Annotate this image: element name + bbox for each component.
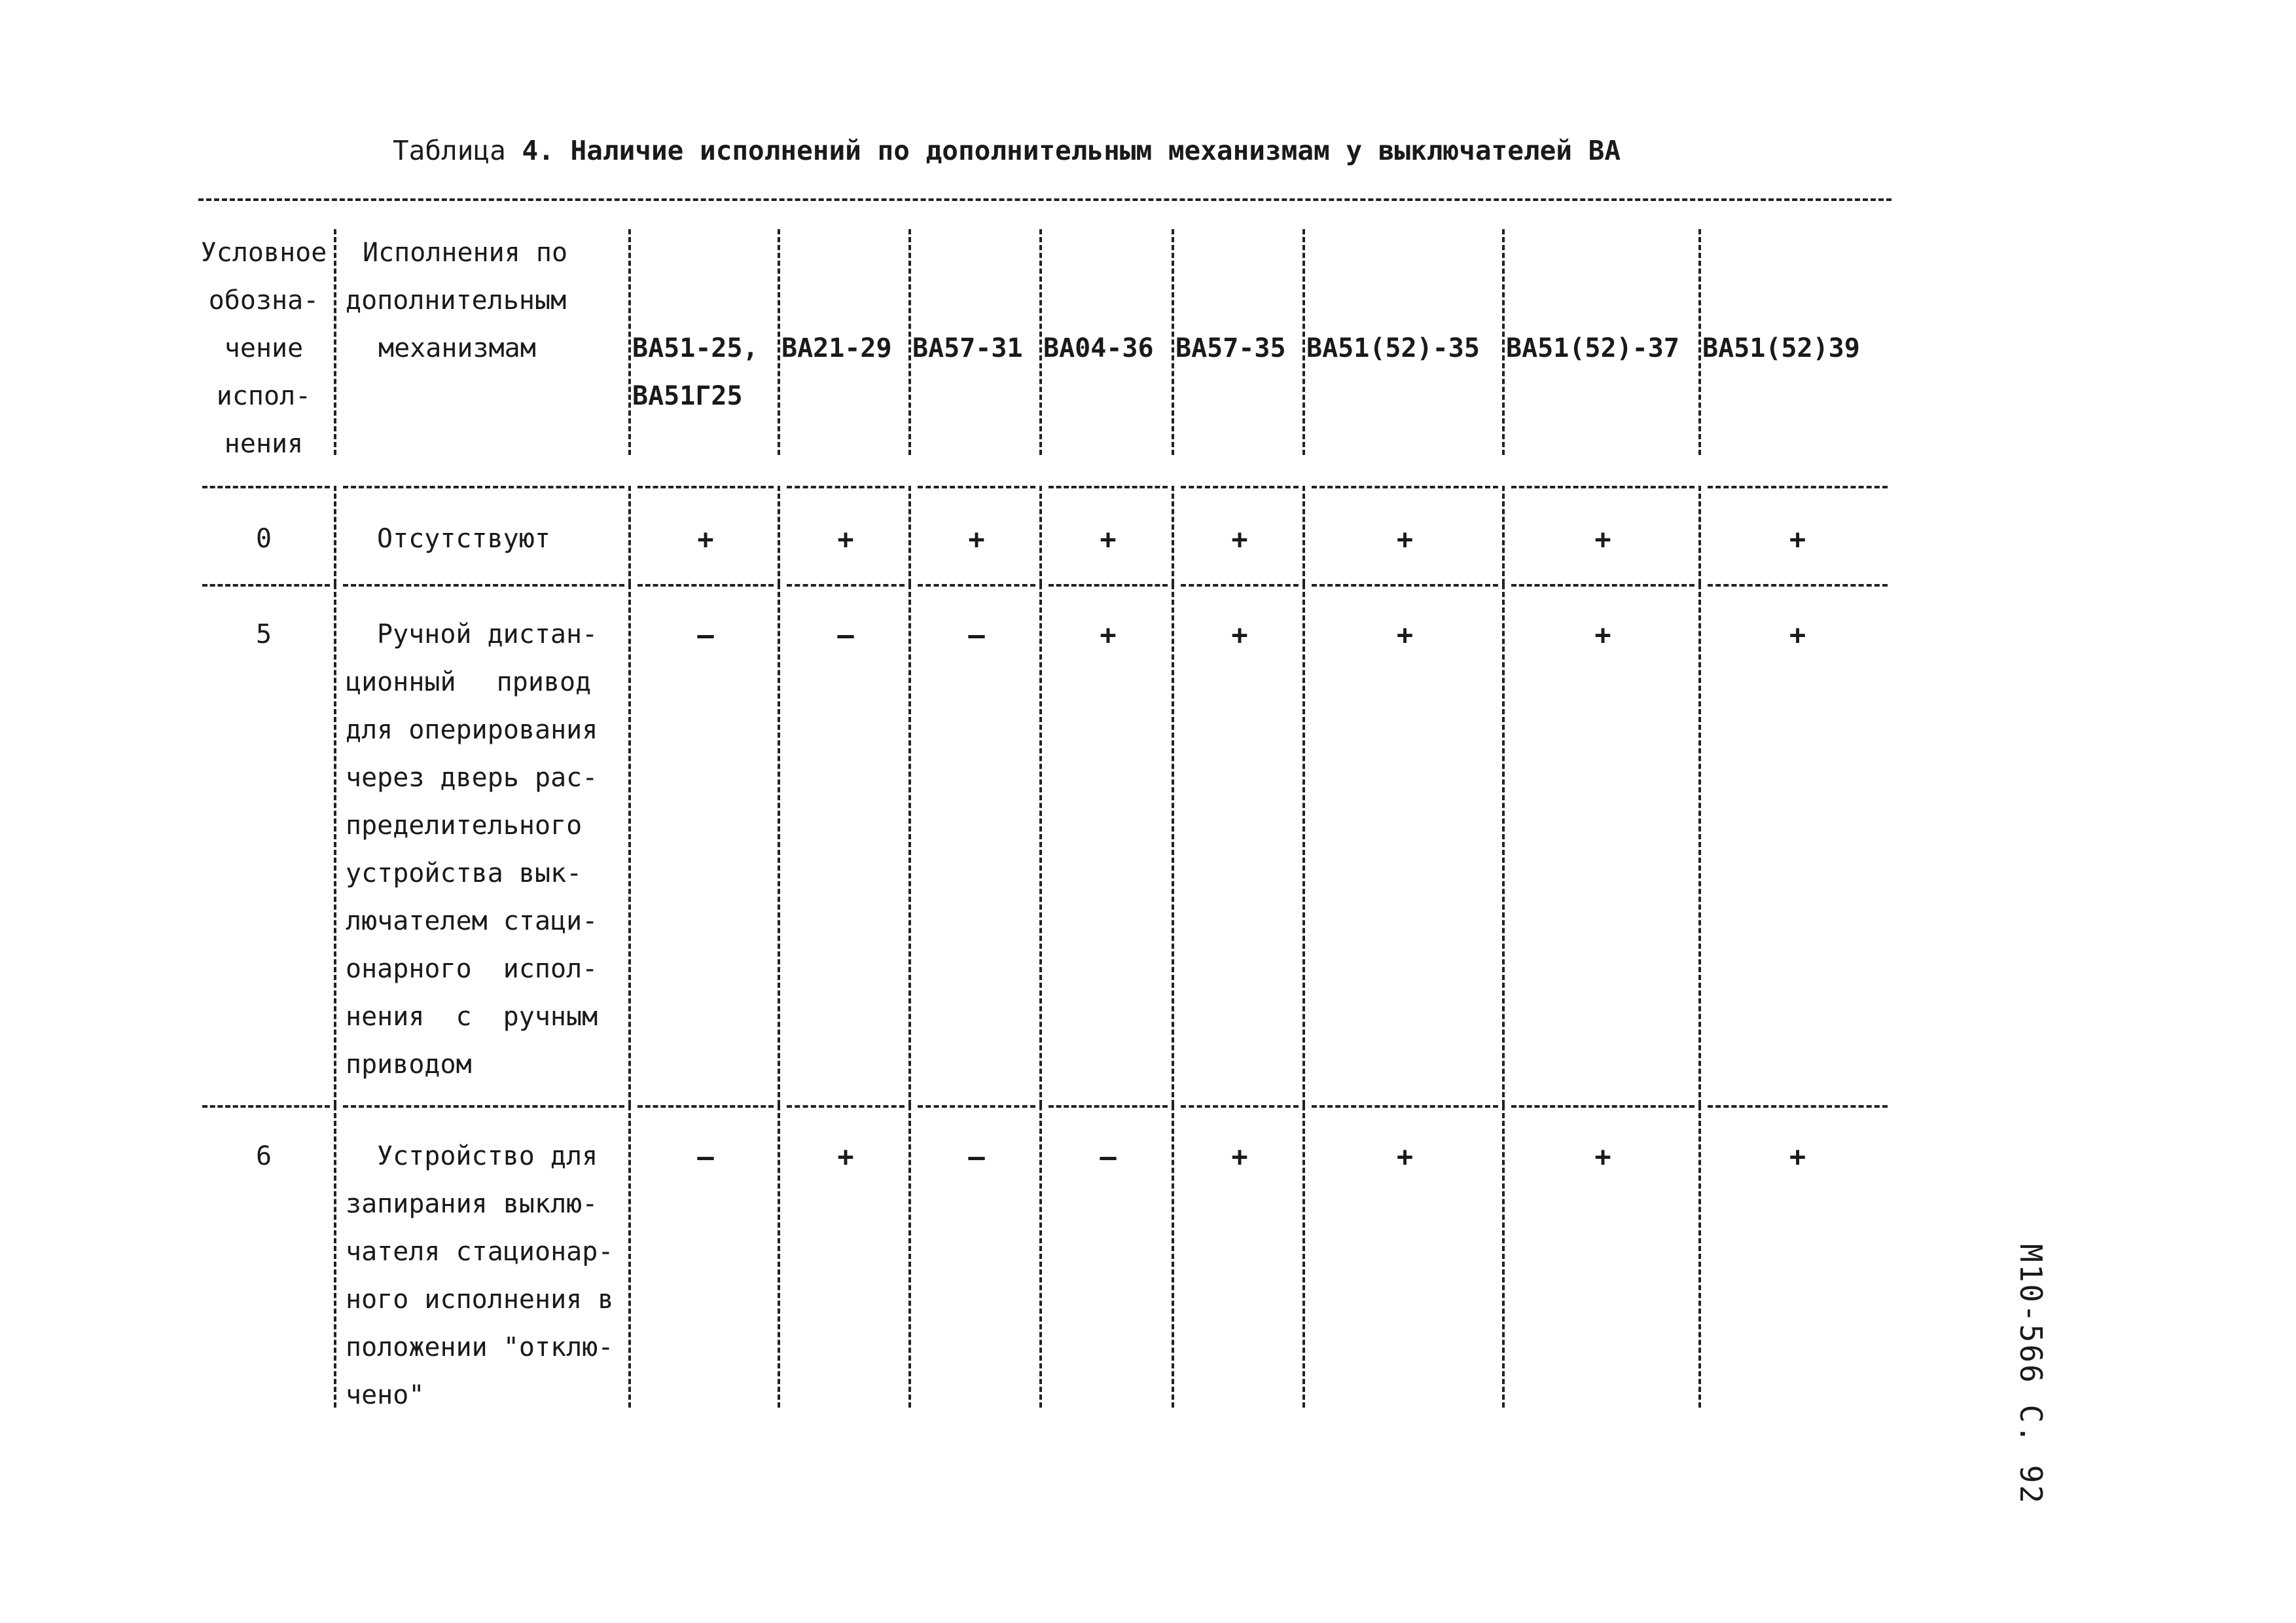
row-5-description-line: лючателем стаци-: [346, 906, 598, 936]
top-rule: [198, 198, 1892, 201]
column-rule: [628, 584, 631, 1105]
rule-segment: [918, 486, 1035, 488]
value-cell: –: [968, 619, 985, 651]
value-cell: +: [1789, 1140, 1806, 1173]
value-cell: –: [697, 1140, 714, 1173]
rule-segment: [1049, 486, 1168, 488]
header-model-line: ВА51(52)39: [1702, 333, 1860, 363]
column-rule: [908, 584, 911, 1105]
row-5-description-line: ционный привод: [346, 667, 592, 697]
row-6-description-line: чателя стационар-: [346, 1237, 614, 1267]
header-model-line: ВА51(52)-37: [1506, 333, 1679, 363]
header-model-line: ВА04-36: [1043, 333, 1154, 363]
column-rule: [778, 584, 780, 1105]
value-cell: +: [1789, 523, 1806, 555]
row-6-description-line: запирания выклю-: [346, 1189, 598, 1219]
rule-segment: [918, 1105, 1035, 1108]
column-rule: [334, 1105, 336, 1408]
row-0-code: 0: [255, 524, 272, 554]
header-model-line: ВА51-25,: [632, 333, 759, 363]
caption-title: 4. Наличие исполнений по дополнительным механизмам у выключателей ВА: [522, 135, 1621, 166]
rule-segment: [1511, 584, 1695, 587]
column-rule: [1302, 584, 1305, 1105]
page-side-label: М10-566 С. 92: [2013, 1244, 2049, 1506]
row-5-separator: [198, 1105, 1892, 1108]
column-rule: [1172, 1105, 1174, 1408]
column-rule: [1039, 486, 1042, 584]
column-rule: [1698, 584, 1701, 1105]
header-model: [1175, 325, 1305, 373]
row-5-description-line: для оперирования: [346, 715, 598, 745]
value-cell: –: [697, 619, 714, 651]
column-rule: [1302, 1105, 1305, 1408]
value-cell: +: [968, 523, 985, 555]
column-rule: [1172, 486, 1174, 584]
row-5-description: [346, 611, 627, 1089]
column-rule: [1172, 584, 1174, 1105]
value-cell: +: [1231, 1140, 1248, 1173]
rule-segment: [1708, 486, 1888, 488]
rule-segment: [1049, 1105, 1168, 1108]
header-model-line: ВА51Г25: [632, 381, 743, 411]
header-code: [198, 229, 329, 468]
rule-segment: [1312, 1105, 1498, 1108]
header-mechanism-line: дополнительным: [346, 285, 567, 316]
row-5-description-line: онарного испол-: [346, 954, 598, 984]
column-rule: [1698, 486, 1701, 584]
value-cell: +: [1594, 619, 1611, 651]
header-code-line: чение: [224, 333, 304, 363]
rule-segment: [343, 1105, 624, 1108]
row-6-description: [346, 1133, 634, 1419]
value-cell: –: [968, 1140, 985, 1173]
rule-segment: [787, 1105, 905, 1108]
header-model-line: ВА21-29: [781, 333, 892, 363]
header-model: [1043, 325, 1174, 373]
value-cell: +: [1231, 523, 1248, 555]
column-rule: [1698, 1105, 1701, 1408]
header-model: [632, 325, 780, 420]
value-cell: +: [837, 523, 854, 555]
table-caption: [393, 131, 1621, 170]
rule-segment: [1049, 584, 1168, 587]
column-rule: [334, 584, 336, 1105]
header-model: [1306, 325, 1505, 373]
column-rule: [628, 229, 631, 455]
value-cell: +: [1396, 523, 1414, 555]
rule-segment: [1511, 1105, 1695, 1108]
column-rule: [1039, 1105, 1042, 1408]
header-mechanism-line: механизмам: [378, 333, 536, 363]
rule-segment: [918, 584, 1035, 587]
header-code-line: обозна-: [208, 285, 319, 316]
row-5-description-line: приводом: [346, 1049, 472, 1080]
rule-segment: [1312, 584, 1498, 587]
header-separator: [198, 486, 1892, 488]
header-code-line: испол-: [216, 381, 312, 411]
row-5-description-line: пределительного: [346, 811, 583, 841]
value-cell: +: [1789, 619, 1806, 651]
rule-segment: [202, 584, 330, 587]
row-0-description: [346, 515, 627, 563]
row-6-description-line: чено": [346, 1380, 425, 1410]
value-cell: –: [837, 619, 854, 651]
row-6-description-line: положении "отклю-: [346, 1332, 614, 1362]
row-5-description-line: через дверь рас-: [346, 763, 598, 793]
rule-segment: [1181, 584, 1299, 587]
rule-segment: [637, 1105, 774, 1108]
value-cell: +: [1231, 619, 1248, 651]
value-cell: +: [1100, 523, 1117, 555]
header-model: [1702, 325, 1894, 373]
rule-segment: [202, 486, 330, 488]
value-cell: +: [1594, 523, 1611, 555]
value-cell: +: [837, 1140, 854, 1173]
rule-segment: [1181, 486, 1299, 488]
rule-segment: [343, 486, 624, 488]
row-5-code: 5: [255, 619, 272, 649]
column-rule: [778, 486, 780, 584]
rule-segment: [202, 1105, 330, 1108]
rule-segment: [1708, 584, 1888, 587]
column-rule: [628, 486, 631, 584]
row-5-description-line: Ручной дистан-: [377, 619, 598, 649]
rule-segment: [637, 584, 774, 587]
value-cell: +: [697, 523, 714, 555]
rule-segment: [1708, 1105, 1888, 1108]
rule-segment: [1312, 486, 1498, 488]
value-cell: +: [1396, 619, 1414, 651]
caption-prefix: Таблица: [393, 135, 506, 166]
header-model: [912, 325, 1042, 373]
rule-segment: [787, 584, 905, 587]
column-rule: [1039, 584, 1042, 1105]
column-rule: [1302, 486, 1305, 584]
header-mechanism: [346, 229, 627, 373]
column-rule: [778, 1105, 780, 1408]
header-code-line: нения: [224, 429, 304, 459]
header-model-line: ВА51(52)-35: [1306, 333, 1480, 363]
row-0-description-line: Отсутствуют: [377, 524, 550, 554]
rule-segment: [637, 486, 774, 488]
column-rule: [908, 1105, 911, 1408]
row-0-separator: [198, 584, 1892, 587]
value-cell: +: [1100, 619, 1117, 651]
column-rule: [908, 486, 911, 584]
header-code-line: Условное: [200, 238, 327, 268]
value-cell: +: [1594, 1140, 1611, 1173]
rule-segment: [1181, 1105, 1299, 1108]
rule-segment: [343, 584, 624, 587]
column-rule: [334, 486, 336, 584]
column-rule: [334, 229, 336, 455]
column-rule: [1502, 584, 1505, 1105]
row-6-description-line: Устройство для: [377, 1141, 598, 1171]
value-cell: +: [1396, 1140, 1414, 1173]
column-rule: [1502, 1105, 1505, 1408]
header-mechanism-line: Исполнения по: [363, 238, 568, 268]
row-5-description-line: нения с ручным: [346, 1002, 598, 1032]
rule-segment: [787, 486, 905, 488]
value-cell: –: [1100, 1140, 1117, 1173]
header-model-line: ВА57-35: [1175, 333, 1286, 363]
row-5-description-line: устройства вык-: [346, 858, 583, 888]
row-6-description-line: ного исполнения в: [346, 1285, 614, 1315]
header-model: [1506, 325, 1701, 373]
header-model-line: ВА57-31: [912, 333, 1023, 363]
header-model: [781, 325, 911, 373]
rule-segment: [1511, 486, 1695, 488]
column-rule: [1502, 486, 1505, 584]
row-6-code: 6: [255, 1141, 272, 1171]
